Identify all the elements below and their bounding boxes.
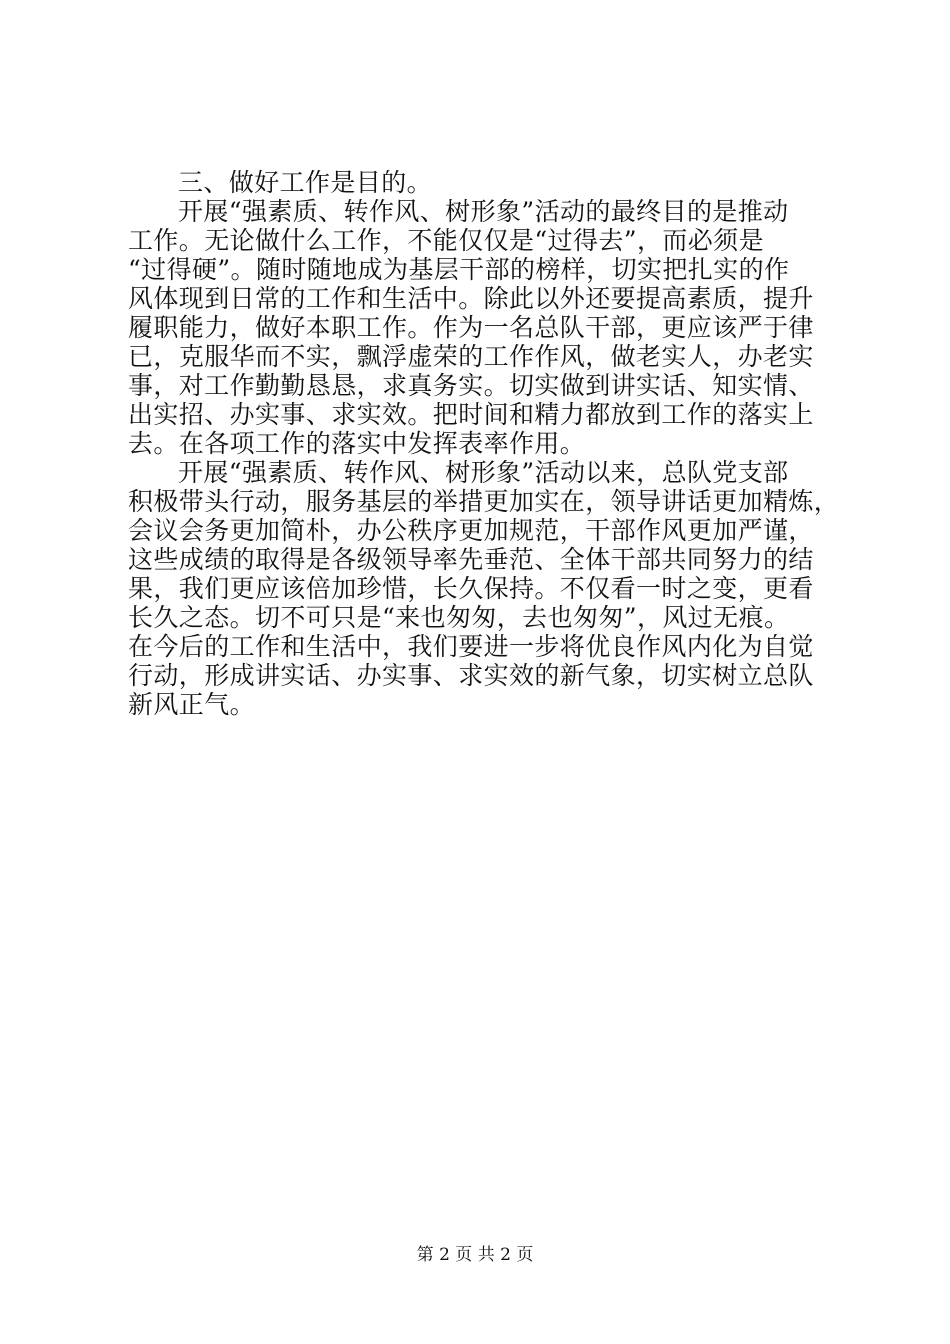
paragraph-2-line-1: 开展“强素质、转作风、树形象”活动以来，总队党支部 [178,458,789,487]
paragraph-1-line-5: 履职能力，做好本职工作。作为一名总队干部，更应该严于律 [128,313,814,342]
paragraph-1-line-8: 出实招、办实事、求实效。把时间和精力都放到工作的落实上 [128,400,814,429]
page-number-footer: 第 2 页 共 2 页 [416,1245,534,1265]
paragraph-2-line-7: 在今后的工作和生活中，我们要进一步将优良作风内化为自觉 [128,632,814,661]
paragraph-2-line-5: 果，我们更应该倍加珍惜，长久保持。不仅看一时之变，更看 [128,574,814,603]
paragraph-1-line-9: 去。在各项工作的落实中发挥表率作用。 [128,429,586,458]
paragraph-2-line-2: 积极带头行动，服务基层的举措更加实在，领导讲话更加精炼， [128,487,840,516]
paragraph-2-line-9: 新风正气。 [128,690,256,719]
paragraph-1-line-3: “过得硬”。随时随地成为基层干部的榜样，切实把扎实的作 [128,255,790,284]
paragraph-2-line-6: 长久之态。切不可只是“来也匆匆，去也匆匆”，风过无痕。 [128,603,790,632]
paragraph-1 [128,197,828,458]
paragraph-2-line-8: 行动，形成讲实话、办实事、求实效的新气象，切实树立总队 [128,661,814,690]
paragraph-2-line-3: 会议会务更加简朴，办公秩序更加规范，干部作风更加严谨， [128,516,814,545]
paragraph-1-line-7: 事，对工作勤勤恳恳，求真务实。切实做到讲实话、知实情、 [128,371,814,400]
paragraph-1-line-6: 已，克服华而不实，飘浮虚荣的工作作风，做老实人，办老实 [128,342,814,371]
paragraph-2 [128,458,840,719]
paragraph-2-line-4: 这些成绩的取得是各级领导率先垂范、全体干部共同努力的结 [128,545,814,574]
paragraph-1-line-1: 开展“强素质、转作风、树形象”活动的最终目的是推动 [178,197,789,226]
paragraph-1-line-2: 工作。无论做什么工作，不能仅仅是“过得去”，而必须是 [128,226,764,255]
section-heading: 三、做好工作是目的。 [178,168,433,197]
paragraph-1-line-4: 风体现到日常的工作和生活中。除此以外还要提高素质，提升 [128,284,814,313]
document-body [128,168,840,719]
